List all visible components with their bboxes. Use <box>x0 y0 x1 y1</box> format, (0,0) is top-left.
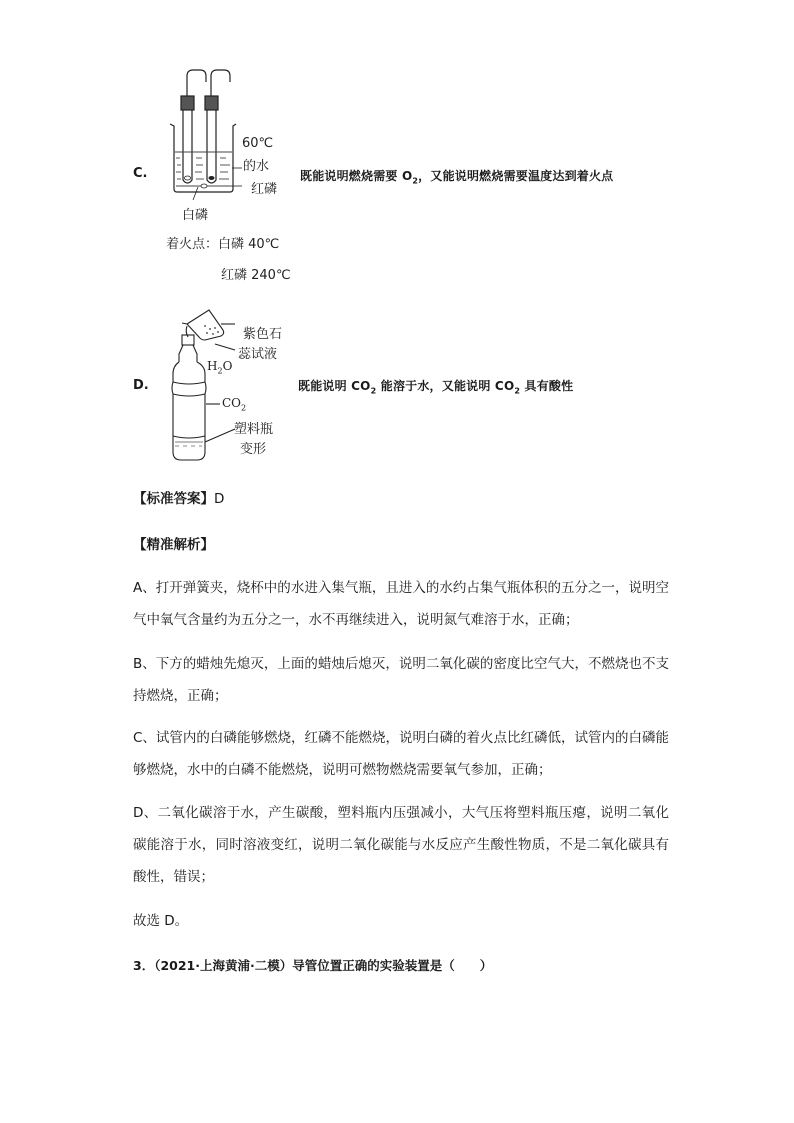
analysis-paragraph-d: D、二氧化碳溶于水，产生碳酸，塑料瓶内压强减小，大气压将塑料瓶压瘪，说明二氧化碳能溶于水，同时溶液变红，说明二氧化碳能与水反应产生酸性物质，不是二氧化碳具有酸性，错误； <box>133 805 669 885</box>
standard-answer <box>133 487 224 507</box>
label-litmus-2: 蕊试液 <box>238 347 278 362</box>
question-3: 3．（2021·上海黄浦·二模）导管位置正确的实验装置是（ ） <box>133 958 493 973</box>
label-ignition-points: 着火点：白磷 40℃ <box>166 237 280 252</box>
label-60c: 60℃ <box>242 136 274 151</box>
label-co2: $CO_2$ <box>222 396 247 413</box>
option-c-diagram <box>160 62 260 202</box>
label-water: 的水 <box>243 159 270 174</box>
analysis-paragraph-b: B、下方的蜡烛先熄灭，上面的蜡烛后熄灭，说明二氧化碳的密度比空气大，不燃烧也不支持燃烧，正确； <box>133 656 669 704</box>
label-litmus-1: 紫色石 <box>243 327 283 342</box>
analysis-conclusion: 故选 D。 <box>133 913 189 929</box>
option-c-statement: 既能说明燃烧需要 $O_2$，又能说明燃烧需要温度达到着火点 <box>300 169 614 186</box>
analysis-paragraph-a: A、打开弹簧夹，烧杯中的水进入集气瓶，且进入的水约占集气瓶体积的五分之一，说明空气中氧气含量约为五分之一，水不再继续进入，说明氮气难溶于水，正确； <box>133 580 669 628</box>
label-bottle-2: 变形 <box>240 442 267 457</box>
label-red-phosphorus: 红磷 <box>251 182 278 197</box>
analysis-paragraph-c: C、试管内的白磷能够燃烧，红磷不能燃烧，说明白磷的着火点比红磷低，试管内的白磷能够燃烧，水中的白磷不能燃烧，说明可燃物燃烧需要氧气参加，正确； <box>133 730 669 778</box>
label-red-ignition: 红磷 240℃ <box>221 268 291 283</box>
label-bottle-1: 塑料瓶 <box>234 422 274 437</box>
analysis-heading: 【精准解析】 <box>133 537 214 553</box>
option-d-statement: 既能说明 $CO_2$ 能溶于水，又能说明 $CO_2$ 具有酸性 <box>298 379 574 396</box>
answer-label: 【标准答案】 <box>133 491 214 507</box>
option-c-letter: C. <box>133 166 148 181</box>
label-white-phosphorus: 白磷 <box>182 208 209 223</box>
answer-value: D <box>214 491 225 507</box>
label-h2o: $H_2O$ <box>207 359 233 376</box>
option-d-letter: D. <box>133 378 149 393</box>
